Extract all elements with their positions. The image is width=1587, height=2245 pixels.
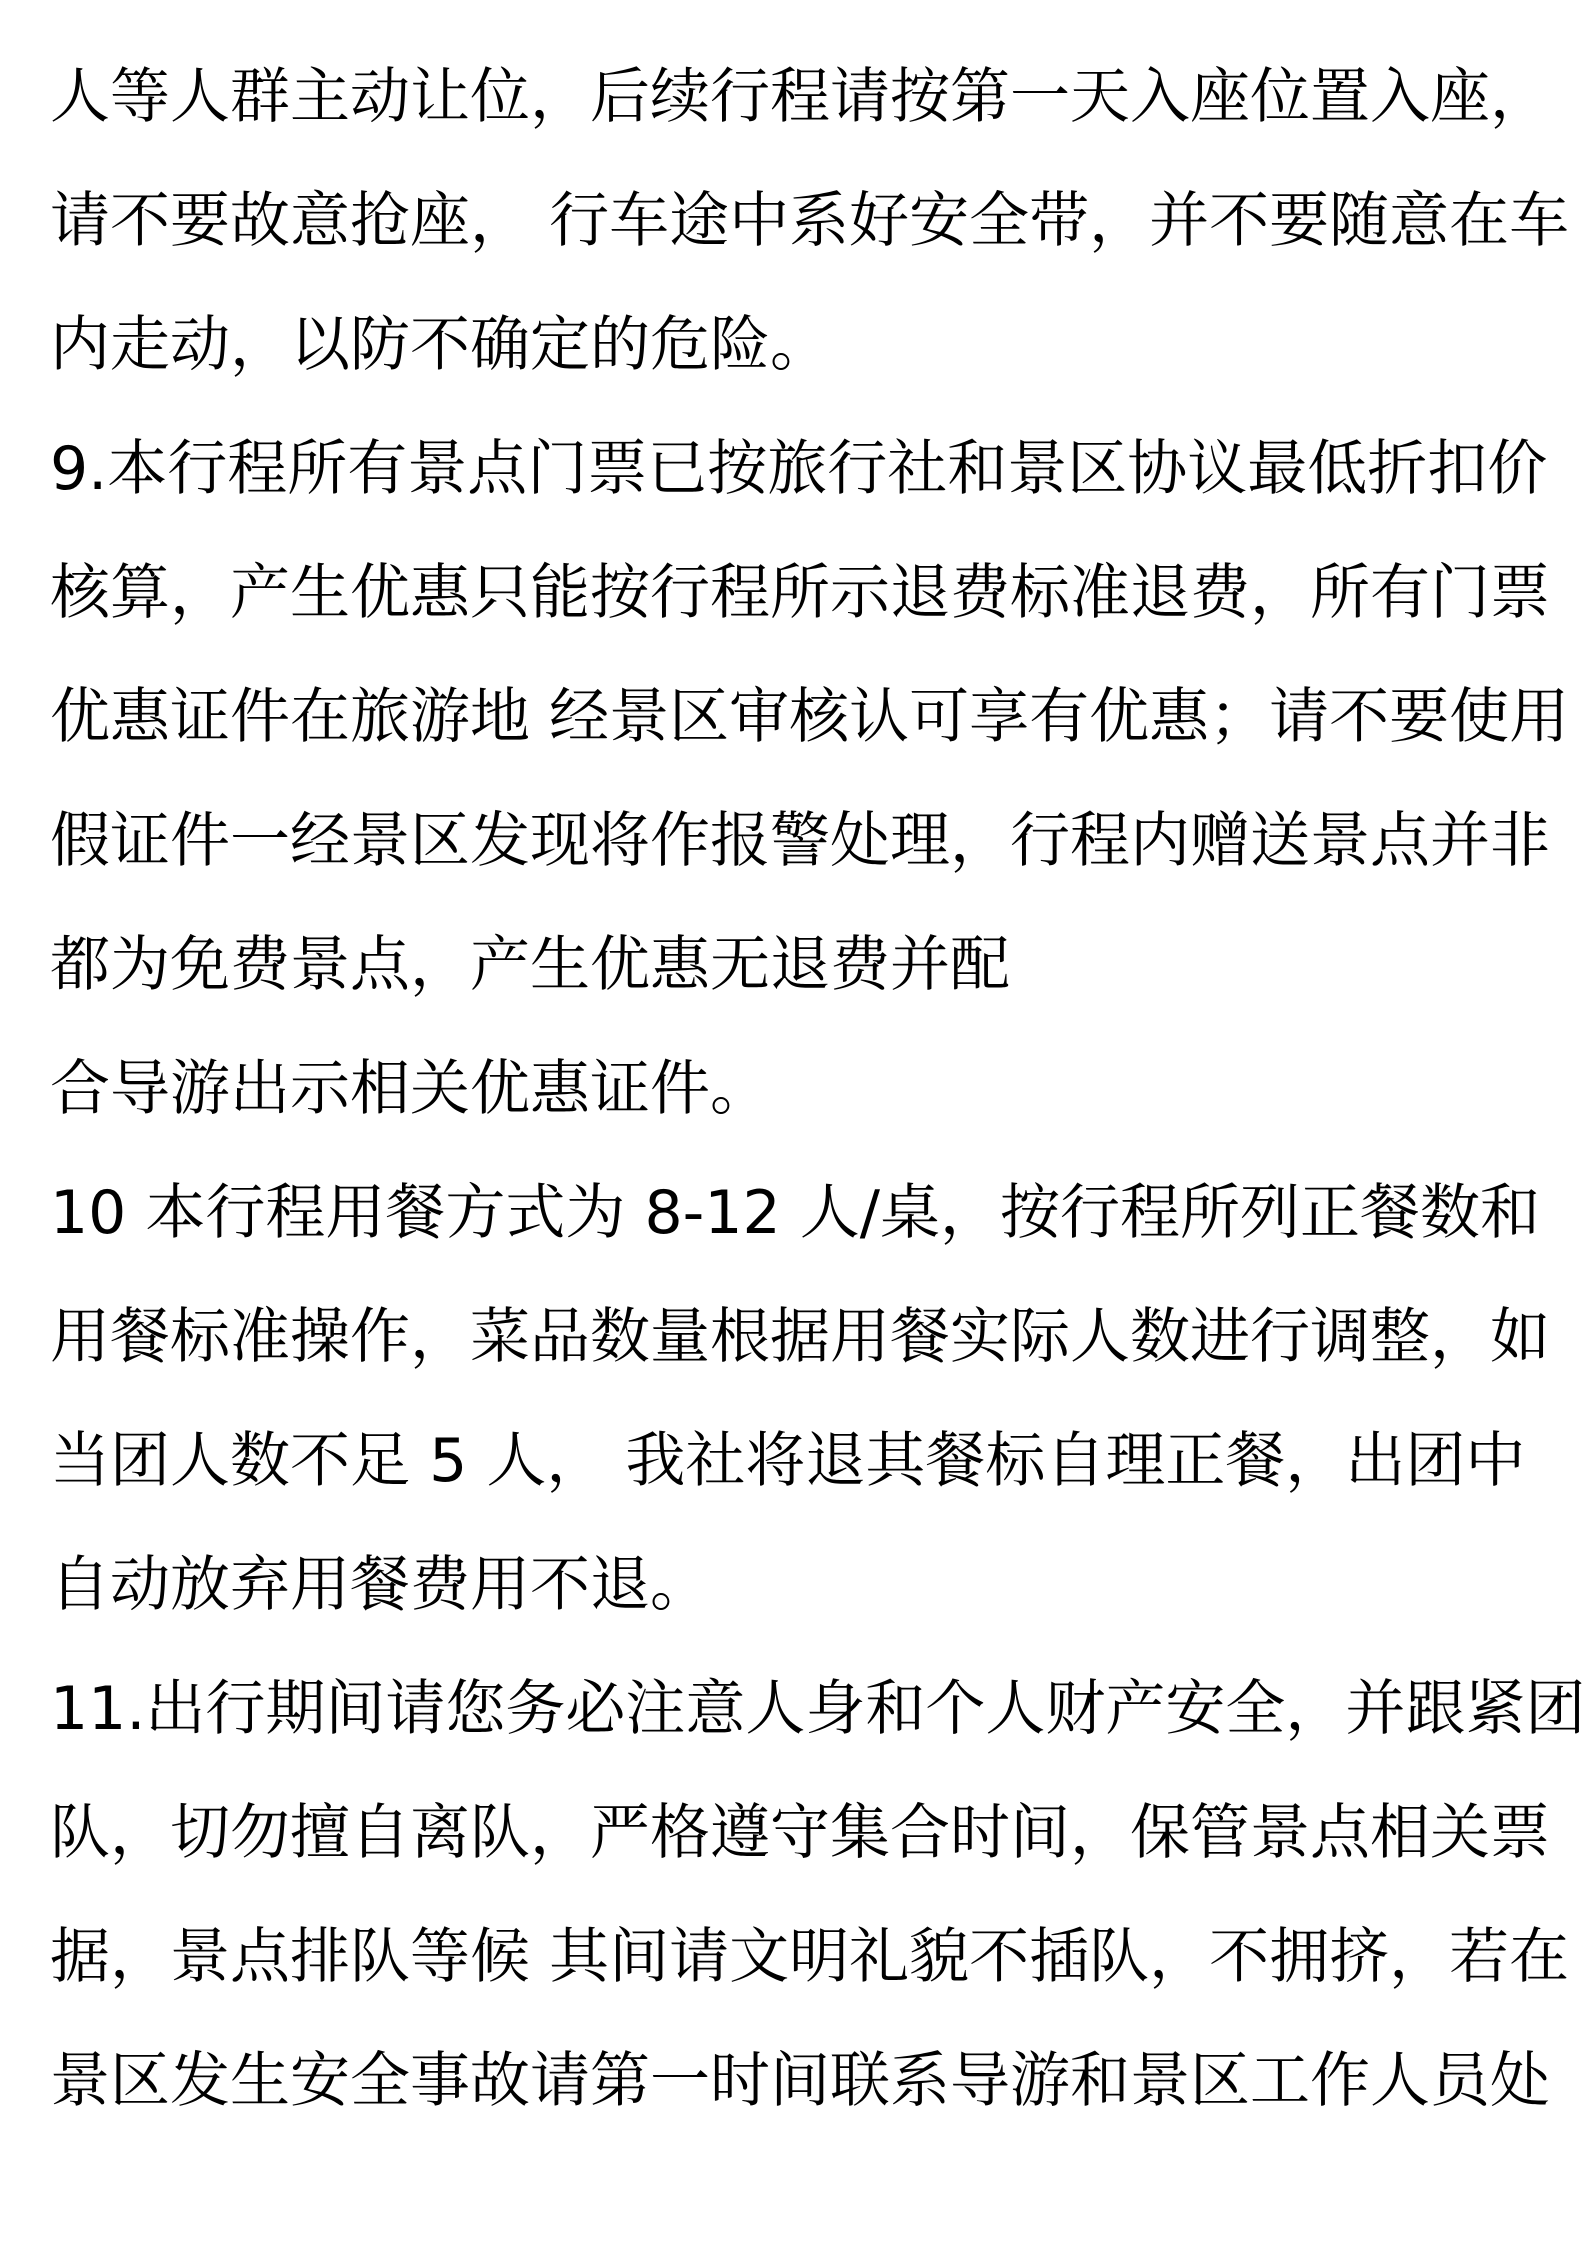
text-line: 据，景点排队等候 其间请文明礼貌不插队，不拥挤，若在 — [50, 1922, 1570, 1992]
text-line: 假证件一经景区发现将作报警处理，行程内赠送景点并非 — [50, 806, 1550, 876]
text-line: 请不要故意抢座， 行车途中系好安全带，并不要随意在车 — [50, 186, 1570, 256]
text-line: 队，切勿擅自离队，严格遵守集合时间，保管景点相关票 — [50, 1798, 1550, 1868]
text-line: 都为免费景点，产生优惠无退费并配 — [50, 930, 1010, 1000]
text-line: 人等人群主动让位，后续行程请按第一天入座位置入座， — [50, 62, 1550, 132]
text-line: 核算，产生优惠只能按行程所示退费标准退费，所有门票 — [50, 558, 1550, 628]
text-line: 9.本行程所有景点门票已按旅行社和景区协议最低折扣价 — [50, 434, 1548, 504]
text-line: 自动放弃用餐费用不退。 — [50, 1550, 710, 1620]
text-line: 当团人数不足 5 人， 我社将退其餐标自理正餐，出团中 — [50, 1426, 1526, 1496]
text-line: 优惠证件在旅游地 经景区审核认可享有优惠；请不要使用 — [50, 682, 1570, 752]
text-line: 内走动，以防不确定的危险。 — [50, 310, 830, 380]
text-line: 合导游出示相关优惠证件。 — [50, 1054, 770, 1124]
text-line: 10 本行程用餐方式为 8-12 人/桌，按行程所列正餐数和 — [50, 1178, 1540, 1248]
text-line: 用餐标准操作，菜品数量根据用餐实际人数进行调整，如 — [50, 1302, 1550, 1372]
text-line: 景区发生安全事故请第一时间联系导游和景区工作人员处 — [50, 2046, 1550, 2116]
text-line: 11.出行期间请您务必注意人身和个人财产安全，并跟紧团 — [50, 1674, 1586, 1744]
